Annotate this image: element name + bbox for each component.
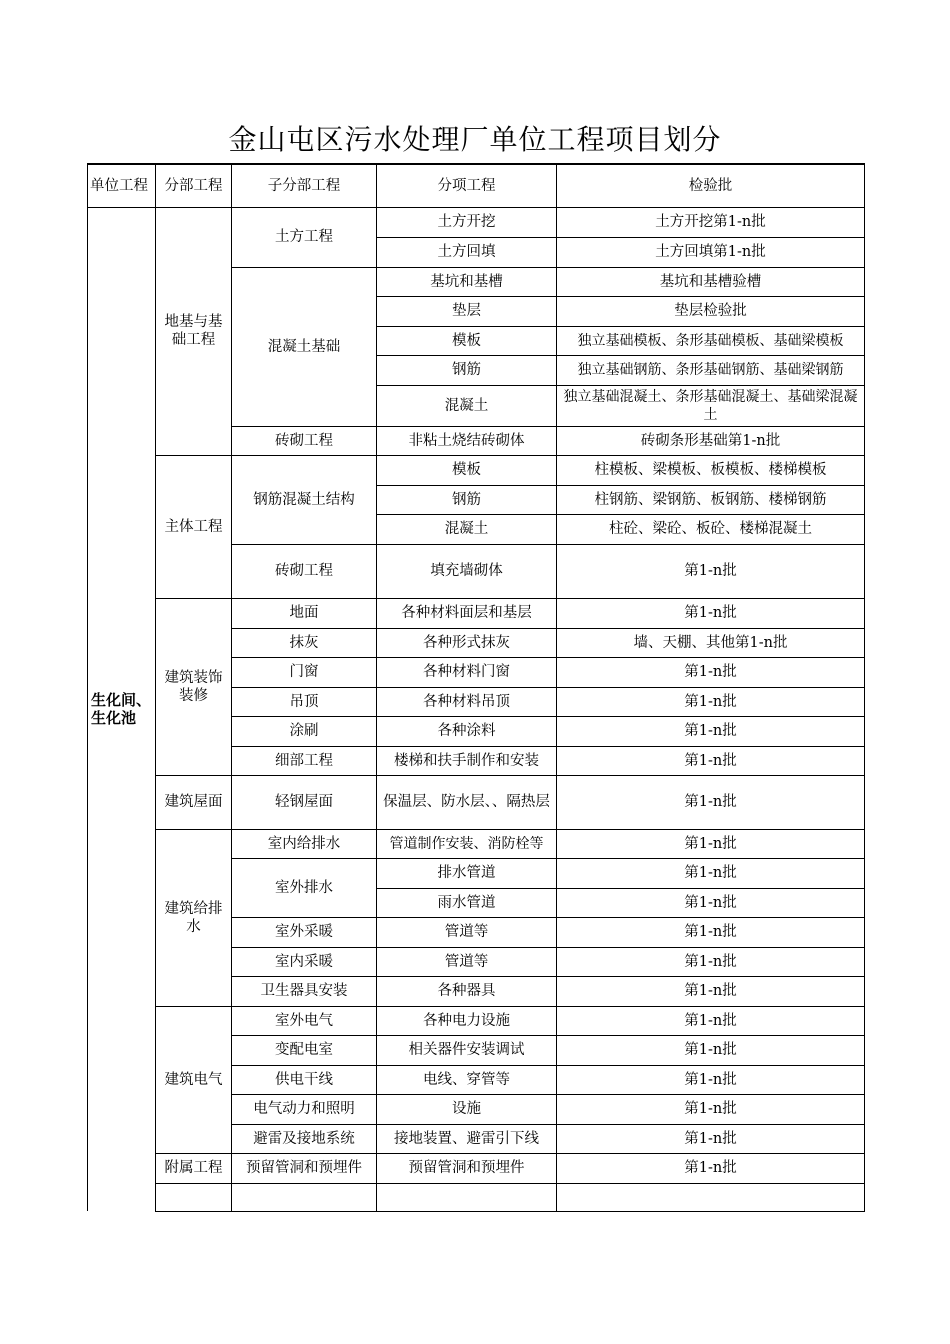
subdivision-cell: 电气动力和照明 bbox=[232, 1094, 377, 1124]
batch-cell: 第1-n批 bbox=[557, 716, 865, 746]
item-cell: 填充墙砌体 bbox=[377, 544, 557, 598]
item-cell: 土方开挖 bbox=[377, 207, 557, 237]
item-cell: 各种涂料 bbox=[377, 716, 557, 746]
item-cell: 钢筋 bbox=[377, 355, 557, 385]
subdivision-cell: 卫生器具安装 bbox=[232, 976, 377, 1006]
item-cell: 管道制作安装、消防栓等 bbox=[377, 829, 557, 858]
item-cell: 混凝土 bbox=[377, 514, 557, 544]
item-cell: 各种材料吊顶 bbox=[377, 687, 557, 716]
item-cell: 土方回填 bbox=[377, 237, 557, 267]
empty-cell bbox=[377, 1183, 557, 1211]
header-division: 分部工程 bbox=[156, 164, 232, 207]
item-cell: 楼梯和扶手制作和安装 bbox=[377, 746, 557, 775]
batch-cell: 砖砌条形基础第1-n批 bbox=[557, 426, 865, 455]
empty-cell bbox=[156, 1183, 232, 1211]
batch-cell: 墙、天棚、其他第1-n批 bbox=[557, 628, 865, 657]
batch-cell: 第1-n批 bbox=[557, 1006, 865, 1035]
subdivision-cell: 供电干线 bbox=[232, 1065, 377, 1094]
header-item: 分项工程 bbox=[377, 164, 557, 207]
division-cell: 附属工程 bbox=[156, 1153, 232, 1183]
batch-cell: 第1-n批 bbox=[557, 976, 865, 1006]
item-cell: 电线、穿管等 bbox=[377, 1065, 557, 1094]
batch-cell: 第1-n批 bbox=[557, 657, 865, 687]
batch-cell: 柱模板、梁模板、板模板、楼梯模板 bbox=[557, 455, 865, 485]
unit-name-cell: 生化间、生化池 bbox=[88, 207, 156, 1211]
batch-cell: 柱砼、梁砼、板砼、楼梯混凝土 bbox=[557, 514, 865, 544]
item-cell: 混凝土 bbox=[377, 385, 557, 426]
subdivision-cell: 吊顶 bbox=[232, 687, 377, 716]
subdivision-cell: 抹灰 bbox=[232, 628, 377, 657]
table-row-empty bbox=[88, 1183, 865, 1211]
document-title: 金山屯区污水处理厂单位工程项目划分 bbox=[228, 123, 722, 156]
subdivision-cell: 室外排水 bbox=[232, 858, 377, 917]
item-cell: 各种电力设施 bbox=[377, 1006, 557, 1035]
item-cell: 管道等 bbox=[377, 917, 557, 947]
subdivision-cell: 涂刷 bbox=[232, 716, 377, 746]
division-cell: 地基与基础工程 bbox=[156, 207, 232, 455]
item-cell: 各种材料面层和基层 bbox=[377, 598, 557, 628]
table-row bbox=[88, 207, 865, 237]
subdivision-cell: 室外采暖 bbox=[232, 917, 377, 947]
batch-cell: 第1-n批 bbox=[557, 888, 865, 917]
subdivision-cell: 室内给排水 bbox=[232, 829, 377, 858]
batch-cell: 第1-n批 bbox=[557, 917, 865, 947]
subdivision-cell: 钢筋混凝土结构 bbox=[232, 455, 377, 544]
header-unit: 单位工程 bbox=[88, 164, 156, 207]
batch-cell: 第1-n批 bbox=[557, 1035, 865, 1065]
item-cell: 相关器件安装调试 bbox=[377, 1035, 557, 1065]
subdivision-cell: 细部工程 bbox=[232, 746, 377, 775]
table-row bbox=[88, 775, 865, 829]
division-cell: 建筑装饰装修 bbox=[156, 598, 232, 775]
item-cell: 垫层 bbox=[377, 296, 557, 326]
subdivision-cell: 门窗 bbox=[232, 657, 377, 687]
batch-cell: 垫层检验批 bbox=[557, 296, 865, 326]
subdivision-cell: 砖砌工程 bbox=[232, 426, 377, 455]
subdivision-cell: 轻钢屋面 bbox=[232, 775, 377, 829]
header-batch: 检验批 bbox=[557, 164, 865, 207]
item-cell: 各种器具 bbox=[377, 976, 557, 1006]
batch-cell: 独立基础钢筋、条形基础钢筋、基础梁钢筋 bbox=[557, 355, 865, 385]
subdivision-cell: 砖砌工程 bbox=[232, 544, 377, 598]
batch-cell: 第1-n批 bbox=[557, 544, 865, 598]
item-cell: 接地装置、避雷引下线 bbox=[377, 1124, 557, 1153]
table-row bbox=[88, 1006, 865, 1035]
empty-cell bbox=[232, 1183, 377, 1211]
subdivision-cell: 避雷及接地系统 bbox=[232, 1124, 377, 1153]
table-row bbox=[88, 829, 865, 858]
batch-cell: 第1-n批 bbox=[557, 746, 865, 775]
item-cell: 排水管道 bbox=[377, 858, 557, 888]
subdivision-cell: 室内采暖 bbox=[232, 947, 377, 976]
batch-cell: 第1-n批 bbox=[557, 829, 865, 858]
batch-cell: 第1-n批 bbox=[557, 1153, 865, 1183]
subdivision-cell: 预留管洞和预埋件 bbox=[232, 1153, 377, 1183]
division-cell: 建筑电气 bbox=[156, 1006, 232, 1153]
item-cell: 保温层、防水层、、隔热层 bbox=[377, 775, 557, 829]
subdivision-cell: 混凝土基础 bbox=[232, 267, 377, 426]
item-cell: 预留管洞和预埋件 bbox=[377, 1153, 557, 1183]
batch-cell: 第1-n批 bbox=[557, 598, 865, 628]
item-cell: 各种材料门窗 bbox=[377, 657, 557, 687]
item-cell: 各种形式抹灰 bbox=[377, 628, 557, 657]
division-cell: 主体工程 bbox=[156, 455, 232, 598]
batch-cell: 第1-n批 bbox=[557, 1124, 865, 1153]
batch-cell: 柱钢筋、梁钢筋、板钢筋、楼梯钢筋 bbox=[557, 485, 865, 514]
batch-cell: 独立基础混凝土、条形基础混凝土、基础梁混凝土 bbox=[557, 385, 865, 426]
item-cell: 基坑和基槽 bbox=[377, 267, 557, 296]
table-row bbox=[88, 455, 865, 485]
batch-cell: 第1-n批 bbox=[557, 1094, 865, 1124]
division-cell: 建筑屋面 bbox=[156, 775, 232, 829]
item-cell: 设施 bbox=[377, 1094, 557, 1124]
subdivision-cell: 地面 bbox=[232, 598, 377, 628]
batch-cell: 第1-n批 bbox=[557, 775, 865, 829]
table-row bbox=[88, 1153, 865, 1183]
table-header-row bbox=[88, 164, 865, 207]
division-cell: 建筑给排水 bbox=[156, 829, 232, 1006]
item-cell: 钢筋 bbox=[377, 485, 557, 514]
item-cell: 模板 bbox=[377, 326, 557, 355]
batch-cell: 土方回填第1-n批 bbox=[557, 237, 865, 267]
empty-cell bbox=[557, 1183, 865, 1211]
batch-cell: 独立基础模板、条形基础模板、基础梁模板 bbox=[557, 326, 865, 355]
item-cell: 非粘土烧结砖砌体 bbox=[377, 426, 557, 455]
item-cell: 模板 bbox=[377, 455, 557, 485]
batch-cell: 土方开挖第1-n批 bbox=[557, 207, 865, 237]
batch-cell: 第1-n批 bbox=[557, 1065, 865, 1094]
batch-cell: 第1-n批 bbox=[557, 947, 865, 976]
item-cell: 管道等 bbox=[377, 947, 557, 976]
header-subdivision: 子分部工程 bbox=[232, 164, 377, 207]
batch-cell: 第1-n批 bbox=[557, 687, 865, 716]
subdivision-cell: 土方工程 bbox=[232, 207, 377, 267]
table-row bbox=[88, 598, 865, 628]
project-division-table bbox=[87, 163, 865, 1212]
subdivision-cell: 变配电室 bbox=[232, 1035, 377, 1065]
batch-cell: 基坑和基槽验槽 bbox=[557, 267, 865, 296]
subdivision-cell: 室外电气 bbox=[232, 1006, 377, 1035]
batch-cell: 第1-n批 bbox=[557, 858, 865, 888]
item-cell: 雨水管道 bbox=[377, 888, 557, 917]
